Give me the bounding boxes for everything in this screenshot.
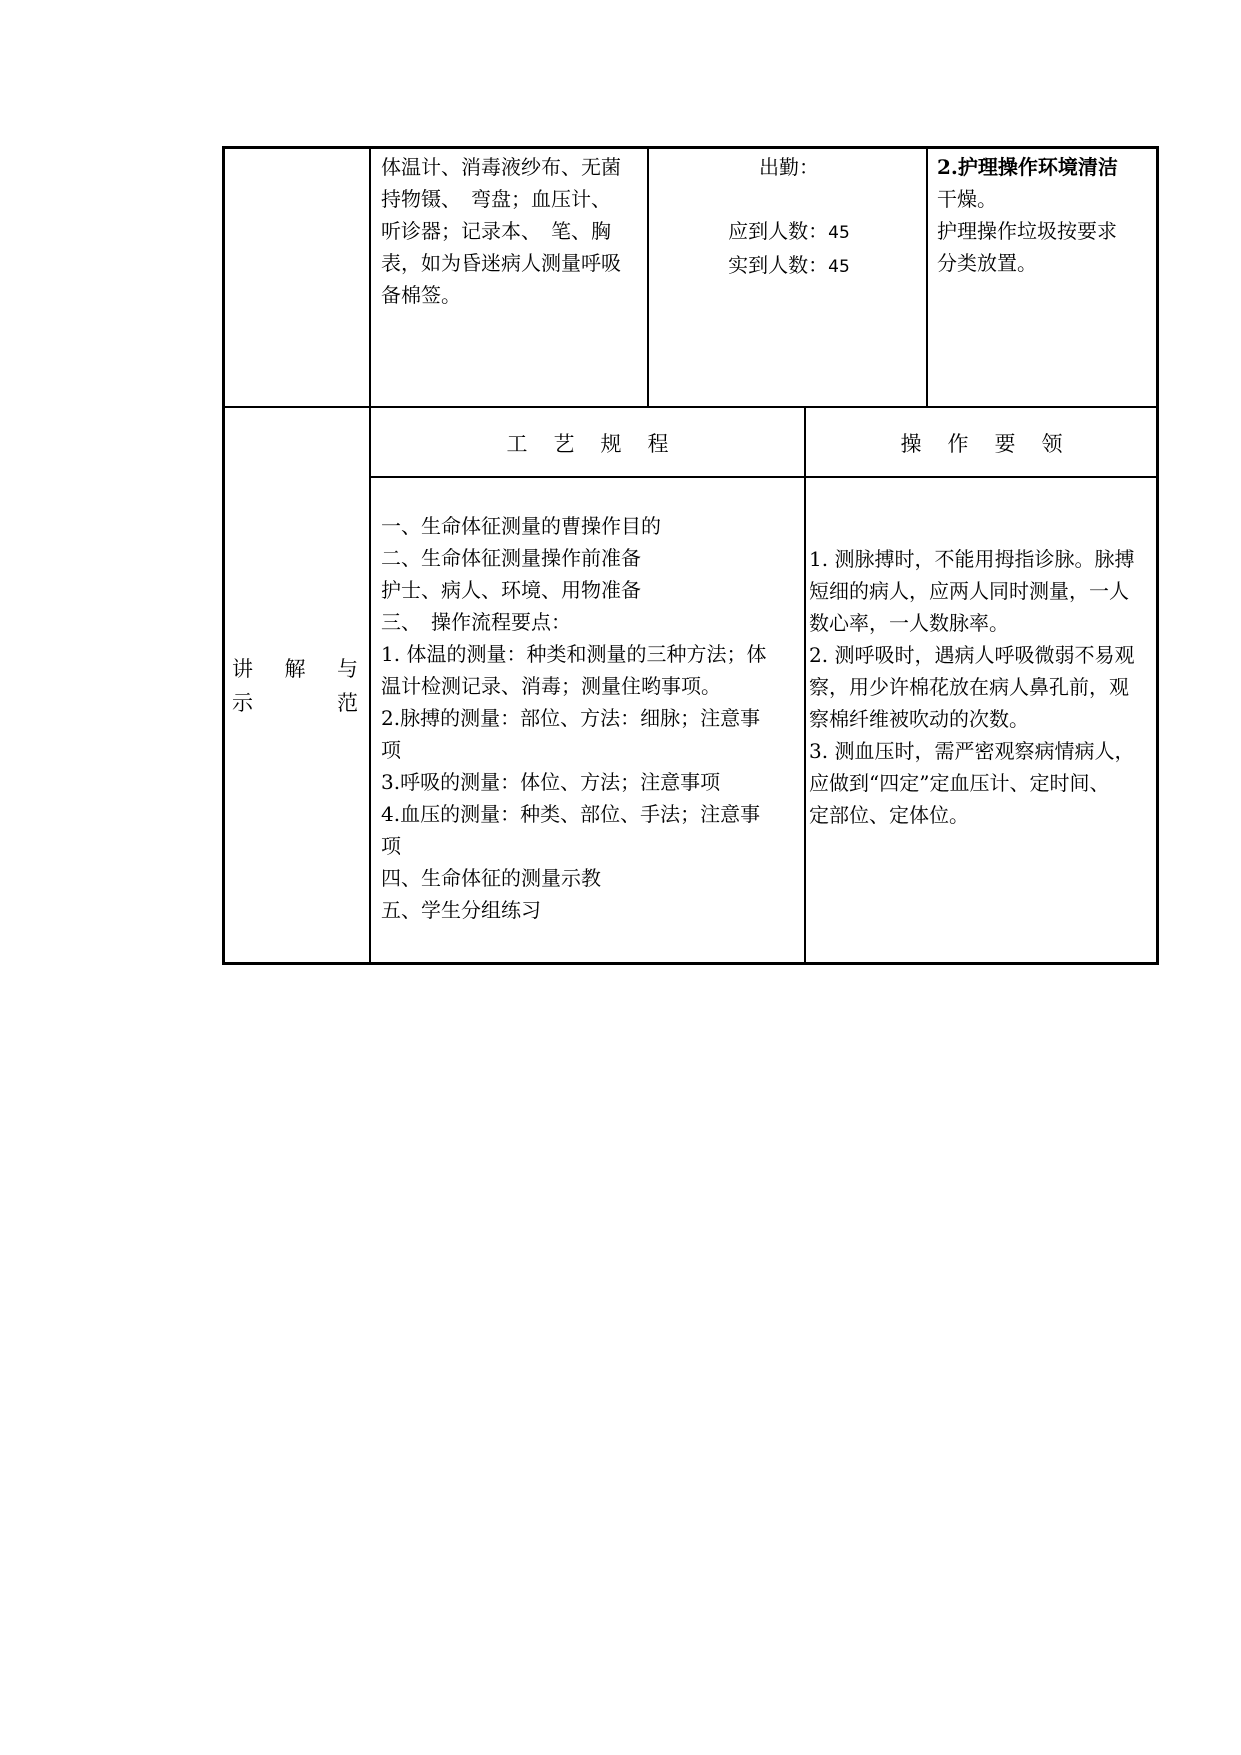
- environment-line: 分类放置。: [937, 251, 1037, 275]
- points-cell: [809, 543, 1153, 831]
- actual-value: 45: [828, 257, 850, 277]
- process-cell: [381, 510, 801, 926]
- points-line: 察，用少许棉花放在病人鼻孔前，观: [809, 675, 1129, 699]
- points-line: 2. 测呼吸时，遇病人呼吸微弱不易观: [809, 643, 1135, 667]
- process-line: 三、 操作流程要点：: [381, 610, 571, 634]
- expected-label: 应到人数：: [728, 219, 829, 243]
- process-line: 3.呼吸的测量：体位、方法；注意事项: [381, 770, 721, 794]
- process-line: 一、生命体征测量的曹操作目的: [381, 514, 661, 538]
- section-side-label: [232, 652, 358, 720]
- points-line: 察棉纤维被吹动的次数。: [809, 707, 1029, 731]
- side-label-char: 解: [284, 657, 306, 681]
- side-label-char: 范: [337, 691, 358, 715]
- attendance-expected: [650, 215, 928, 249]
- points-line: 应做到“四定”定血压计、定时间、: [809, 771, 1110, 795]
- header-char: 操: [900, 432, 922, 456]
- points-line: 数心率，一人数脉率。: [809, 611, 1009, 635]
- header-process: [371, 428, 804, 458]
- header-char: 艺: [553, 432, 575, 456]
- header-char: 规: [600, 432, 622, 456]
- process-line: 项: [381, 738, 401, 762]
- points-line: 短细的病人，应两人同时测量，一人: [809, 579, 1129, 603]
- header-char: 工: [506, 432, 528, 456]
- row-divider-1: [222, 406, 1159, 408]
- materials-line: 表，如为昏迷病人测量呼吸: [381, 251, 621, 275]
- header-char: 要: [994, 432, 1016, 456]
- points-line: 3. 测血压时，需严密观察病情病人，: [809, 739, 1135, 763]
- side-label-row-2: [232, 686, 358, 720]
- process-line: 2.脉搏的测量：部位、方法：细脉；注意事: [381, 706, 761, 730]
- materials-line: 持物镊、 弯盘；血压计、: [381, 187, 611, 211]
- environment-line: 干燥。: [937, 187, 997, 211]
- process-line: 温计检测记录、消毒；测量住哟事项。: [381, 674, 721, 698]
- process-line: 4.血压的测量：种类、部位、手法；注意事: [381, 802, 761, 826]
- process-line: 1. 体温的测量：种类和测量的三种方法；体: [381, 642, 767, 666]
- environment-cell: [937, 151, 1151, 279]
- header-char: 作: [947, 432, 969, 456]
- expected-value: 45: [828, 223, 850, 243]
- header-points: [806, 428, 1157, 458]
- points-line: 1. 测脉搏时，不能用拇指诊脉。脉搏: [809, 547, 1135, 571]
- col-divider-top-mid: [647, 146, 649, 407]
- process-line: 四、生命体征的测量示教: [381, 866, 601, 890]
- process-line: 护士、病人、环境、用物准备: [381, 578, 641, 602]
- col-divider-bottom-mid: [804, 407, 806, 965]
- side-label-char: 示: [232, 691, 253, 715]
- points-line: 定部位、定体位。: [809, 803, 969, 827]
- attendance-cell: [650, 151, 928, 283]
- side-label-row-1: [232, 652, 358, 686]
- materials-line: 听诊器；记录本、 笔、胸: [381, 219, 611, 243]
- side-label-char: 与: [337, 657, 358, 681]
- process-line: 项: [381, 834, 401, 858]
- attendance-actual: [650, 249, 928, 283]
- header-char: 程: [647, 432, 669, 456]
- col-divider-left: [369, 146, 371, 965]
- attendance-title: 出勤：: [759, 155, 819, 179]
- actual-label: 实到人数：: [728, 253, 829, 277]
- materials-cell: [381, 151, 643, 311]
- materials-line: 备棉签。: [381, 283, 461, 307]
- environment-line: 护理操作垃圾按要求: [937, 219, 1117, 243]
- process-line: 二、生命体征测量操作前准备: [381, 546, 641, 570]
- materials-line: 体温计、消毒液纱布、无菌: [381, 155, 621, 179]
- process-line: 五、学生分组练习: [381, 898, 541, 922]
- environment-line: 2.护理操作环境清洁: [937, 155, 1118, 179]
- side-label-char: 讲: [232, 657, 253, 681]
- header-char: 领: [1041, 432, 1063, 456]
- row-divider-header: [369, 476, 1159, 478]
